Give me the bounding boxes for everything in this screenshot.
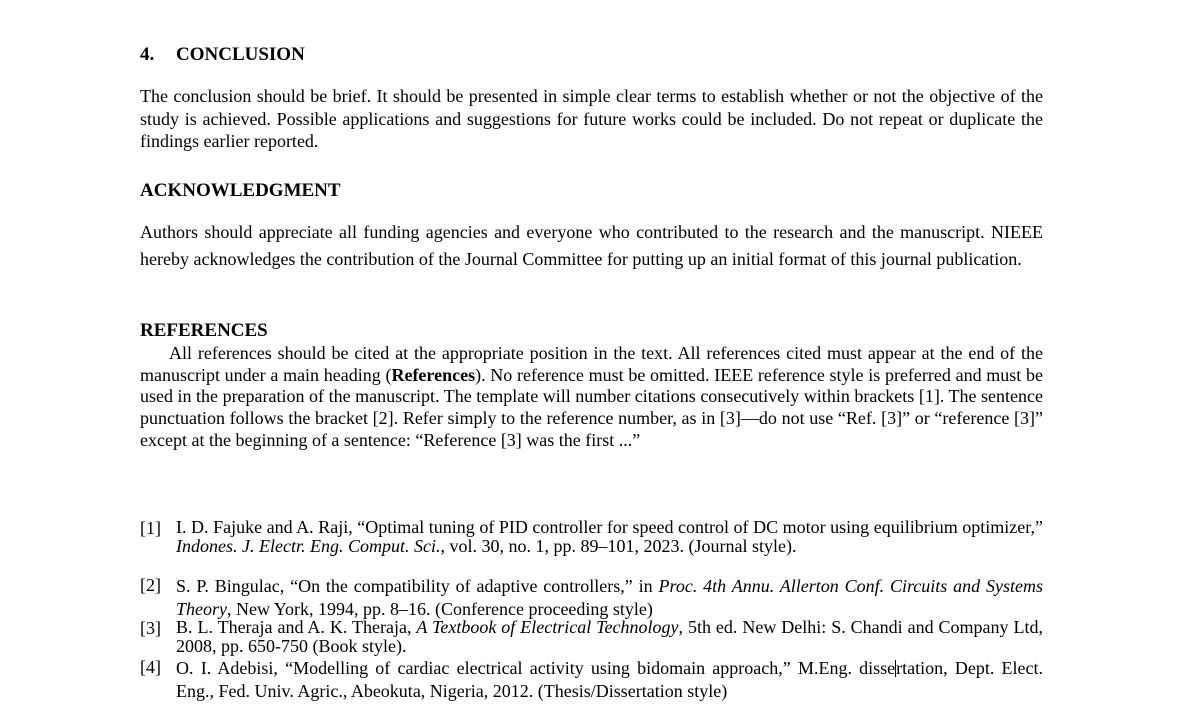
reference-text bbox=[176, 618, 1043, 655]
conclusion-paragraph: The conclusion should be brief. It should be presented in simple clear terms to establish whether or not the objective of the study is achieved. Possible applications and suggestions for future works could be included. Do not repeat or duplicate the findings earlier reported. bbox=[140, 86, 1043, 151]
section-number: 4. bbox=[140, 44, 155, 65]
references-heading: REFERENCES bbox=[140, 320, 268, 341]
reference-item-1 bbox=[140, 518, 1043, 555]
intro-bold-text: References bbox=[391, 364, 476, 385]
reference-authors-title: I. D. Fajuke and A. Raji, “Optimal tuning of PID controller for speed control of DC motor using equilibrium optimizer,” bbox=[176, 517, 1043, 537]
reference-details: , vol. 30, no. 1, pp. 89–101, 2023. (Journal style). bbox=[440, 535, 797, 556]
reference-text bbox=[176, 518, 1043, 555]
reference-item-2 bbox=[140, 575, 1043, 621]
reference-item-4 bbox=[140, 657, 1043, 703]
reference-source: A Textbook of Electrical Technology bbox=[416, 617, 679, 637]
intro-text-before: All references should be cited at the appropriate position in the text. All references cited must appear at the end of the manuscript under a main heading ( bbox=[140, 343, 1043, 385]
reference-number: [2] bbox=[140, 575, 161, 595]
reference-item-3 bbox=[140, 618, 1043, 655]
acknowledgment-paragraph: Authors should appreciate all funding agencies and everyone who contributed to the research and the manuscript. NIEEE hereby acknowledges the contribution of the Journal Committee for putting up an initial format of this journal publication. bbox=[140, 222, 1043, 269]
acknowledgment-heading: ACKNOWLEDGMENT bbox=[140, 180, 341, 201]
reference-number: [3] bbox=[140, 618, 161, 638]
reference-text bbox=[176, 657, 1043, 703]
reference-details: , 5th ed. New Delhi: S. Chandi and Company Ltd, 2008, pp. 650-750 (Book style). bbox=[176, 617, 1043, 656]
reference-source: Proc. 4th Annu. Allerton Conf. Circuits and Systems Theory bbox=[176, 576, 1044, 619]
reference-authors-title: S. P. Bingulac, “On the compatibility of adaptive controllers,” in bbox=[176, 576, 659, 596]
reference-details: , New York, 1994, pp. 8–16. (Conference proceeding style) bbox=[227, 599, 653, 619]
references-intro-paragraph bbox=[140, 343, 1043, 452]
section-title: CONCLUSION bbox=[176, 44, 305, 65]
reference-number: [1] bbox=[140, 518, 161, 538]
reference-text bbox=[176, 575, 1043, 621]
reference-source: Indones. J. Electr. Eng. Comput. Sci. bbox=[176, 535, 441, 556]
reference-authors-title: O. I. Adebisi, “Modelling of cardiac electrical activity using bidomain approach,” M.Eng. disse bbox=[176, 658, 896, 678]
intro-text-after: ). No reference must be omitted. IEEE reference style is preferred and must be used in the preparation of the manuscript. The template will number citations consecutively within brackets [1]. The sentence punctuation follows the bracket [2]. Refer simply to the reference number, as in [3]—do not use “Ref. [3]” or “reference [3]” except at the beginning of a sentence: “Reference [3] was the first ...” bbox=[140, 364, 1043, 450]
reference-details: rtation, Dept. Elect. Eng., Fed. Univ. Agric., Abeokuta, Nigeria, 2012. (Thesis/Dissertation style) bbox=[176, 658, 1043, 701]
reference-authors-title: B. L. Theraja and A. K. Theraja, bbox=[176, 617, 417, 637]
conclusion-heading bbox=[140, 44, 1043, 66]
reference-number: [4] bbox=[140, 657, 161, 677]
